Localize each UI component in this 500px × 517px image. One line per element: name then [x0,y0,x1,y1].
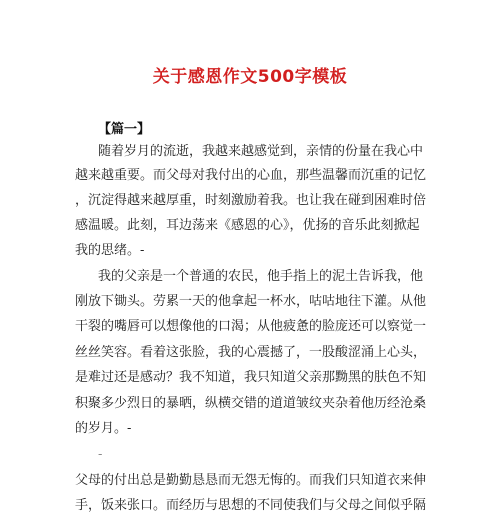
paragraph-line: 感温暖。此刻，耳边荡来《感恩的心》，优扬的音乐此刻掀起 [75,218,420,233]
paragraph-line: 父母的付出总是勤勤恳恳而无怨无悔的。而我们只知道衣来伸 [75,473,427,488]
document-title: 关于感恩作文500字模板 [152,67,348,87]
paragraph-line: 的岁月。- [75,421,132,436]
paragraph-line: 刚放下锄头。劳累一天的他拿起一杯水，咕咕地往下灌。从他 [75,294,427,309]
paragraph-line: 干裂的嘴唇可以想像他的口渴；从他疲惫的脸庞还可以察觉一 [75,319,427,334]
paragraph-line: 我的思绪。- [75,243,145,258]
paragraph-line: 我的父亲是一个普通的农民，他手指上的泥土告诉我，他 [98,269,424,284]
paragraph-line: 越来越重要。而父母对我付出的心血，那些温馨而沉重的记忆 [75,168,427,183]
paragraph-line: 是难过还是感动？我不知道，我只知道父亲那黝黑的肤色不知 [75,370,427,385]
paragraph-line: 积聚多少烈日的暴晒，纵横交错的道道皱纹夹杂着他历经沧桑 [75,396,427,411]
paragraph-line: ，沉淀得越来越厚重，时刻激励着我。也让我在碰到困难时倍 [75,193,427,208]
paragraph-line: 手，饭来张口。而经历与思想的不同使我们与父母之间似乎隔 [75,498,427,513]
section-label: 【篇一】 [98,122,151,137]
paragraph-line: 丝丝笑容。看着这张脸，我的心震撼了，一股酸涩涌上心头， [75,345,427,360]
paragraph-break-mark: - [98,447,103,462]
paragraph-line: 随着岁月的流逝，我越来越感觉到，亲情的份量在我心中 [98,144,424,159]
